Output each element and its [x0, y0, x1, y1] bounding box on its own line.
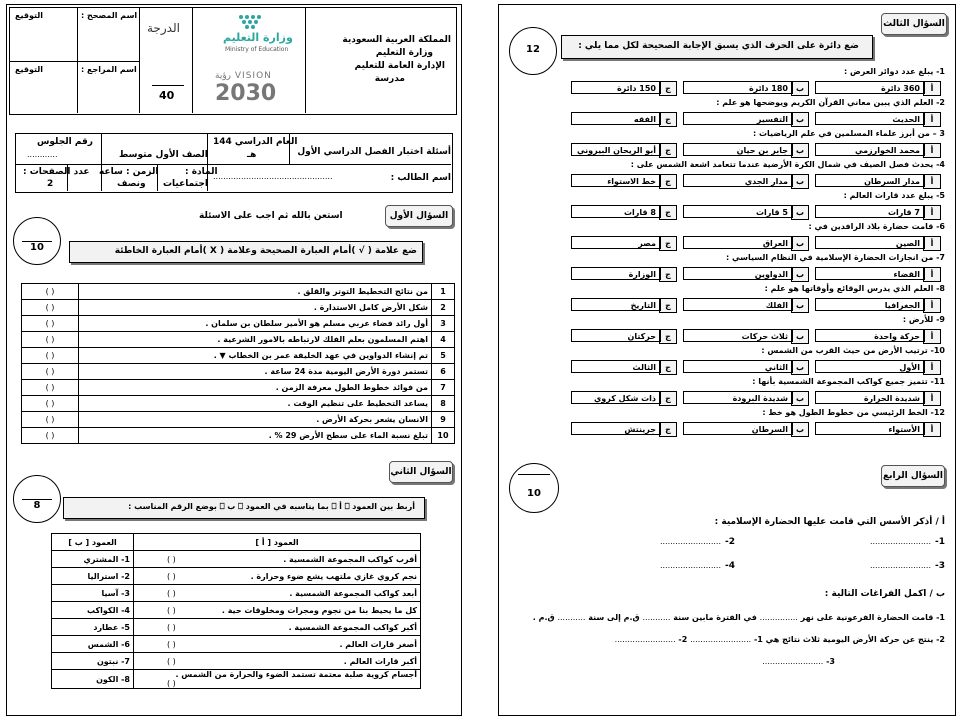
left-exam-page: [6, 4, 462, 716]
header-divider: [139, 7, 140, 113]
q1-answer-box[interactable]: ( ): [22, 412, 79, 428]
info-divider: [15, 164, 451, 165]
q2-item-b: 5- عطارد: [52, 619, 134, 636]
option-b: الثاني: [683, 360, 793, 373]
q2-item-a: أكبر قارات العالم . ( ): [134, 653, 421, 670]
option-letter-a[interactable]: أ: [923, 267, 941, 282]
option-a: 360 دائرة: [815, 81, 925, 94]
country-name: المملكة العربية السعودية: [342, 35, 451, 45]
q4-part-b: ب / اكمل الفراغات التالية :: [824, 589, 945, 599]
page-count-label: عدد الصفحات :: [23, 167, 90, 177]
q1-statement: تم إنشاء الدواوين في عهد الخليفة عمر بن الخطاب ▼ .: [79, 348, 432, 364]
option-letter-b[interactable]: ب: [791, 298, 809, 313]
option-a: الأول: [815, 360, 925, 373]
total-score: 40: [159, 89, 175, 102]
grade-level: الصف الأول متوسط: [119, 150, 208, 160]
option-letter-b[interactable]: ب: [791, 422, 809, 437]
q1-number: 2: [432, 300, 455, 316]
option-c: خط الاستواء: [571, 174, 661, 187]
q2-score-circle: [13, 475, 61, 523]
q1-statement: من نتائج التخطيط التوتر والقلق .: [79, 284, 432, 300]
student-name-label: اسم الطالب :: [390, 173, 451, 183]
option-letter-a[interactable]: أ: [923, 112, 941, 127]
q2-row: [52, 670, 421, 689]
q2-answer-box[interactable]: ( ): [167, 571, 176, 581]
part-a-answer-1: 1- ........................: [869, 537, 945, 547]
q3-question: 11- تتميز جميع كواكب المجموعة الشمسية بأنها :: [752, 377, 945, 386]
option-letter-a[interactable]: أ: [923, 360, 941, 375]
option-letter-c[interactable]: ج: [659, 205, 677, 220]
q2-item-a: أجسام كروية صلبة معتمة تستمد الضوء والحرارة من الشمس . ( ): [134, 670, 421, 689]
q1-answer-box[interactable]: ( ): [22, 300, 79, 316]
q3-options: [529, 205, 941, 218]
q2-answer-box[interactable]: ( ): [167, 679, 176, 688]
q1-answer-box[interactable]: ( ): [22, 364, 79, 380]
option-letter-b[interactable]: ب: [791, 174, 809, 189]
q1-statement: اهتم المسلمون بعلم الفلك لارتباطه بالامور الشرعية .: [79, 332, 432, 348]
q3-options: [529, 112, 941, 125]
q2-item-b: 1- المشتري: [52, 551, 134, 568]
q1-row: [22, 316, 455, 332]
option-b: 180 دائرة: [683, 81, 793, 94]
option-letter-c[interactable]: ج: [659, 298, 677, 313]
option-c: جرينتش: [571, 422, 661, 435]
header-divider: [77, 7, 78, 113]
q1-statement: شكل الأرض كامل الاستدارة .: [79, 300, 432, 316]
col-b-header: العمود [ ب ]: [52, 534, 134, 551]
option-b: الفلك: [683, 298, 793, 311]
student-name-field[interactable]: ...............................................: [213, 172, 333, 181]
q3-options: [529, 174, 941, 187]
reviewer-label: اسم المراجع :: [81, 65, 137, 74]
option-letter-a[interactable]: أ: [923, 329, 941, 344]
option-a: محمد الخوارزمي: [815, 143, 925, 156]
q2-item-a: نجم كروي غازي ملتهب يشع ضوء وحرارة . ( ): [134, 568, 421, 585]
q1-instruction: ضع علامة ( √ )أمام العبارة الصحيحة وعلامة ( X )أمام العبارة الخاطئة: [114, 246, 417, 256]
q1-answer-box[interactable]: ( ): [22, 348, 79, 364]
q1-row: [22, 380, 455, 396]
option-letter-c[interactable]: ج: [659, 422, 677, 437]
q2-row: [52, 653, 421, 670]
option-c: الفقه: [571, 112, 661, 125]
q1-number: 3: [432, 316, 455, 332]
option-letter-c[interactable]: ج: [659, 236, 677, 251]
q3-label: السؤال الثالث: [881, 13, 947, 35]
option-letter-a[interactable]: أ: [923, 174, 941, 189]
q2-label: السؤال الثاني: [389, 461, 453, 483]
q4-score-circle: [509, 463, 559, 513]
q2-item-b: 6- الشمس: [52, 636, 134, 653]
q1-statement: أول رائد فضاء عربي مسلم هو الأمير سلطان بن سلمان .: [79, 316, 432, 332]
q1-number: 10: [432, 428, 455, 444]
ministry-name: وزارة التعليم: [375, 48, 433, 58]
option-c: التاريخ: [571, 298, 661, 311]
option-a: 7 قارات: [815, 205, 925, 218]
option-letter-a[interactable]: أ: [923, 391, 941, 406]
option-c: ذات شكل كروي: [571, 391, 661, 404]
option-letter-b[interactable]: ب: [791, 360, 809, 375]
option-c: حركتان: [571, 329, 661, 342]
q3-question: 7- من انجازات الحضارة الإسلامية في النظام السياسي :: [726, 253, 945, 262]
signature-label: التوقيع: [15, 11, 43, 20]
q2-answer-box[interactable]: ( ): [167, 605, 176, 615]
signature-label: التوقيع: [15, 65, 43, 74]
option-c: مصر: [571, 236, 661, 249]
q3-score-circle: [509, 27, 557, 75]
q1-answer-box[interactable]: ( ): [22, 396, 79, 412]
q1-statement: تستمر دورة الأرض اليومية مدة 24 ساعة .: [79, 364, 432, 380]
q3-options: [529, 422, 941, 435]
option-letter-b[interactable]: ب: [791, 329, 809, 344]
q3-options: [529, 236, 941, 249]
school-year: العام الدراسي 144: [213, 137, 298, 147]
q3-question: 10- ترتيب الأرض من حيث القرب من الشمس :: [761, 346, 945, 355]
option-letter-c[interactable]: ج: [659, 329, 677, 344]
option-letter-c[interactable]: ج: [659, 81, 677, 96]
time-label: الزمن : ساعه: [99, 167, 159, 177]
option-c: الثالث: [571, 360, 661, 373]
q3-instruction: ضع دائرة على الحرف الذي يسبق الإجابة الصحيحة لكل مما يلي :: [578, 41, 859, 51]
q1-row: [22, 284, 455, 300]
q1-number: 1: [432, 284, 455, 300]
option-letter-a[interactable]: أ: [923, 205, 941, 220]
q1-row: [22, 364, 455, 380]
option-c: أبو الريحان البيروني: [571, 143, 661, 156]
option-letter-b[interactable]: ب: [791, 236, 809, 251]
q1-statement: تبلغ نسبة الماء على سطح الأرض 29 % .: [79, 428, 432, 444]
q3-question: 9- للأرض :: [902, 315, 945, 324]
option-letter-b[interactable]: ب: [791, 81, 809, 96]
ministry-logo-en: Ministry of Education: [225, 46, 289, 53]
option-letter-c[interactable]: ج: [659, 267, 677, 282]
option-letter-a[interactable]: أ: [923, 143, 941, 158]
exam-intro: استعن بالله ثم اجب على الاسئلة: [199, 211, 343, 221]
q2-item-a: أصغر قارات العالم . ( ): [134, 636, 421, 653]
q2-item-b: 2- استراليا: [52, 568, 134, 585]
q2-item-b: 8- الكون: [52, 670, 134, 689]
q4-part-a: أ / أذكر الأسس التي قامت عليها الحضارة الإسلامية :: [714, 517, 945, 527]
q1-statement: يساعد التخطيط على تنظيم الوقت .: [79, 396, 432, 412]
option-letter-b[interactable]: ب: [791, 391, 809, 406]
q2-item-b: 4- الكواكب: [52, 602, 134, 619]
q3-question: 12- الخط الرئيسي من خطوط الطول هو خط :: [762, 408, 945, 417]
q3-question: 8- العلم الذي يدرس الوقائع وأوقاتها هو علم :: [764, 284, 945, 293]
q1-score: 10: [30, 242, 44, 253]
option-letter-b[interactable]: ب: [791, 112, 809, 127]
corrector-label: اسم المصحح :: [81, 11, 138, 20]
option-a: شديدة الحرارة: [815, 391, 925, 404]
option-a: القضاء: [815, 267, 925, 280]
option-letter-b[interactable]: ب: [791, 143, 809, 158]
option-c: 8 قارات: [571, 205, 661, 218]
option-letter-c[interactable]: ج: [659, 391, 677, 406]
q2-answer-box[interactable]: ( ): [167, 639, 176, 649]
option-b: 5 قارات: [683, 205, 793, 218]
q3-score: 12: [526, 44, 540, 55]
q2-table: [51, 533, 421, 689]
option-b: التفسير: [683, 112, 793, 125]
q3-question: 3 – من أبرز علماء المسلمين في علم الرياضيات :: [753, 129, 945, 138]
year-suffix: هـ: [247, 150, 257, 160]
vision-label: VISION رؤية: [215, 71, 272, 81]
header-divider: [9, 61, 139, 62]
q3-options: [529, 81, 941, 94]
option-letter-c[interactable]: ج: [659, 143, 677, 158]
vision-2030-logo: [207, 67, 297, 109]
q1-answer-box[interactable]: ( ): [22, 380, 79, 396]
q1-row: [22, 412, 455, 428]
subject-value: اجتماعيات: [163, 179, 208, 189]
q1-number: 8: [432, 396, 455, 412]
option-letter-c[interactable]: ج: [659, 112, 677, 127]
option-letter-c[interactable]: ج: [659, 174, 677, 189]
q1-score-circle: [13, 217, 61, 265]
seat-number-field[interactable]: ............: [27, 150, 58, 159]
option-b: ثلاث حركات: [683, 329, 793, 342]
q2-item-a: أقرب كواكب المجموعة الشمسية . ( ): [134, 551, 421, 568]
col-a-header: العمود [ أ ]: [134, 534, 421, 551]
part-a-answer-2: 2- ........................: [659, 537, 735, 547]
seat-number-label: رقم الجلوس: [37, 137, 93, 147]
part-a-answer-4: 4- ........................: [659, 561, 735, 571]
option-a: الحديث: [815, 112, 925, 125]
q3-options: [529, 329, 941, 342]
q3-question: 1- يبلغ عدد دوائر العرض :: [843, 67, 945, 76]
option-c: 150 دائرة: [571, 81, 661, 94]
option-letter-b[interactable]: ب: [791, 205, 809, 220]
option-letter-a[interactable]: أ: [923, 298, 941, 313]
q2-answer-box[interactable]: ( ): [167, 622, 176, 632]
page-count-value: 2: [47, 179, 54, 189]
option-b: السرطان: [683, 422, 793, 435]
q2-item-b: 7- نبتون: [52, 653, 134, 670]
q3-options: [529, 298, 941, 311]
q1-answer-box[interactable]: ( ): [22, 316, 79, 332]
q2-instruction: أربط بين العمود ⎕ أ ⎕ بما يناسبه في العمود ⎕ ب ⎕ بوضع الرقم المناسب :: [128, 502, 415, 511]
q2-row: [52, 602, 421, 619]
fill-sentence-3: 3- ........................: [762, 657, 835, 666]
school-name: مدرسة: [374, 74, 405, 84]
q3-question: 2- العلم الذي يبين معاني القرآن الكريم ويوضحها هو علم :: [716, 98, 945, 107]
q2-row: [52, 619, 421, 636]
option-b: الدواوين: [683, 267, 793, 280]
option-letter-a[interactable]: أ: [923, 422, 941, 437]
option-a: الصين: [815, 236, 925, 249]
option-a: الجغرافيا: [815, 298, 925, 311]
q4-label: السؤال الرابع: [881, 465, 945, 487]
q2-row: [52, 585, 421, 602]
option-a: الأستواء: [815, 422, 925, 435]
subject-label: المادة :: [185, 167, 218, 177]
q1-number: 9: [432, 412, 455, 428]
option-a: حركة واحدة: [815, 329, 925, 342]
q1-row: [22, 332, 455, 348]
fill-sentence-2: 2- ينتج عن حركة الأرض اليومية ثلاث نتائج هي 1- ........................ 2- ........................: [614, 635, 945, 644]
q1-label: السؤال الأول: [385, 205, 453, 227]
q3-question: 4- يحدث فصل الصيف في شمال الكرة الأرضية عندما تتعامد اشعة الشمس على :: [630, 160, 945, 169]
q1-table: [21, 283, 455, 444]
option-b: شديدة البرودة: [683, 391, 793, 404]
exam-title: أسئلة اختبار الفصل الدراسي الأول: [297, 147, 451, 157]
option-letter-b[interactable]: ب: [791, 267, 809, 282]
q2-item-a: كل ما يحيط بنا من نجوم ومجرات ومخلوقات حية . ( ): [134, 602, 421, 619]
option-letter-c[interactable]: ج: [659, 360, 677, 375]
q2-score: 8: [33, 500, 41, 511]
q1-number: 7: [432, 380, 455, 396]
option-c: الوزارة: [571, 267, 661, 280]
q2-answer-box[interactable]: ( ): [167, 554, 176, 564]
q3-options: [529, 391, 941, 404]
q3-options: [529, 267, 941, 280]
q1-number: 6: [432, 364, 455, 380]
header-divider: [192, 7, 193, 113]
ministry-logo-text: وزارة التعليم: [223, 31, 293, 44]
ministry-logo: [203, 11, 295, 57]
q3-options: [529, 360, 941, 373]
header-divider: [305, 7, 306, 113]
q2-item-b: 3- آسيا: [52, 585, 134, 602]
option-b: العراق: [683, 236, 793, 249]
q1-number: 4: [432, 332, 455, 348]
q1-row: [22, 428, 455, 444]
q1-answer-box[interactable]: ( ): [22, 284, 79, 300]
grade-line: [152, 85, 184, 86]
option-b: مدار الجدي: [683, 174, 793, 187]
option-letter-a[interactable]: أ: [923, 236, 941, 251]
vision-year: 2030: [215, 81, 277, 106]
q2-answer-box[interactable]: ( ): [167, 656, 176, 666]
q1-row: [22, 300, 455, 316]
q1-number: 5: [432, 348, 455, 364]
option-b: جابر بن حيان: [683, 143, 793, 156]
q1-statement: من فوائد خطوط الطول معرفة الزمن .: [79, 380, 432, 396]
q2-row: [52, 551, 421, 568]
q3-question: 6- قامت حضارة بلاد الرافدين في :: [808, 222, 945, 231]
info-divider: [101, 133, 102, 191]
q3-options: [529, 143, 941, 156]
q2-row: [52, 568, 421, 585]
time-value: ونصف: [117, 179, 146, 189]
q1-row: [22, 396, 455, 412]
q3-question: 5- يبلغ عدد قارات العالم :: [843, 191, 945, 200]
grade-label: الدرجة: [147, 21, 180, 35]
q2-item-a: أكبر كواكب المجموعة الشمسية . ( ): [134, 619, 421, 636]
q1-answer-box[interactable]: ( ): [22, 428, 79, 444]
q1-answer-box[interactable]: ( ): [22, 332, 79, 348]
q1-row: [22, 348, 455, 364]
option-a: مدار السرطان: [815, 174, 925, 187]
q1-statement: الانسان يشعر بحركة الأرض .: [79, 412, 432, 428]
q2-row: [52, 636, 421, 653]
right-exam-page: [498, 4, 956, 716]
option-letter-a[interactable]: أ: [923, 81, 941, 96]
directorate-name: الإدارة العامة للتعليم: [354, 61, 445, 71]
fill-sentence-1: 1- قامت الحضارة الفرعونية على نهر ............... في الفترة مابين سنة ........... ق.م إلى سنة ........... ق.م .: [532, 613, 945, 622]
q2-answer-box[interactable]: ( ): [167, 588, 176, 598]
q2-item-a: أبعد كواكب المجموعة الشمسية . ( ): [134, 585, 421, 602]
q4-score: 10: [527, 488, 541, 499]
part-a-answer-3: 3- ........................: [869, 561, 945, 571]
